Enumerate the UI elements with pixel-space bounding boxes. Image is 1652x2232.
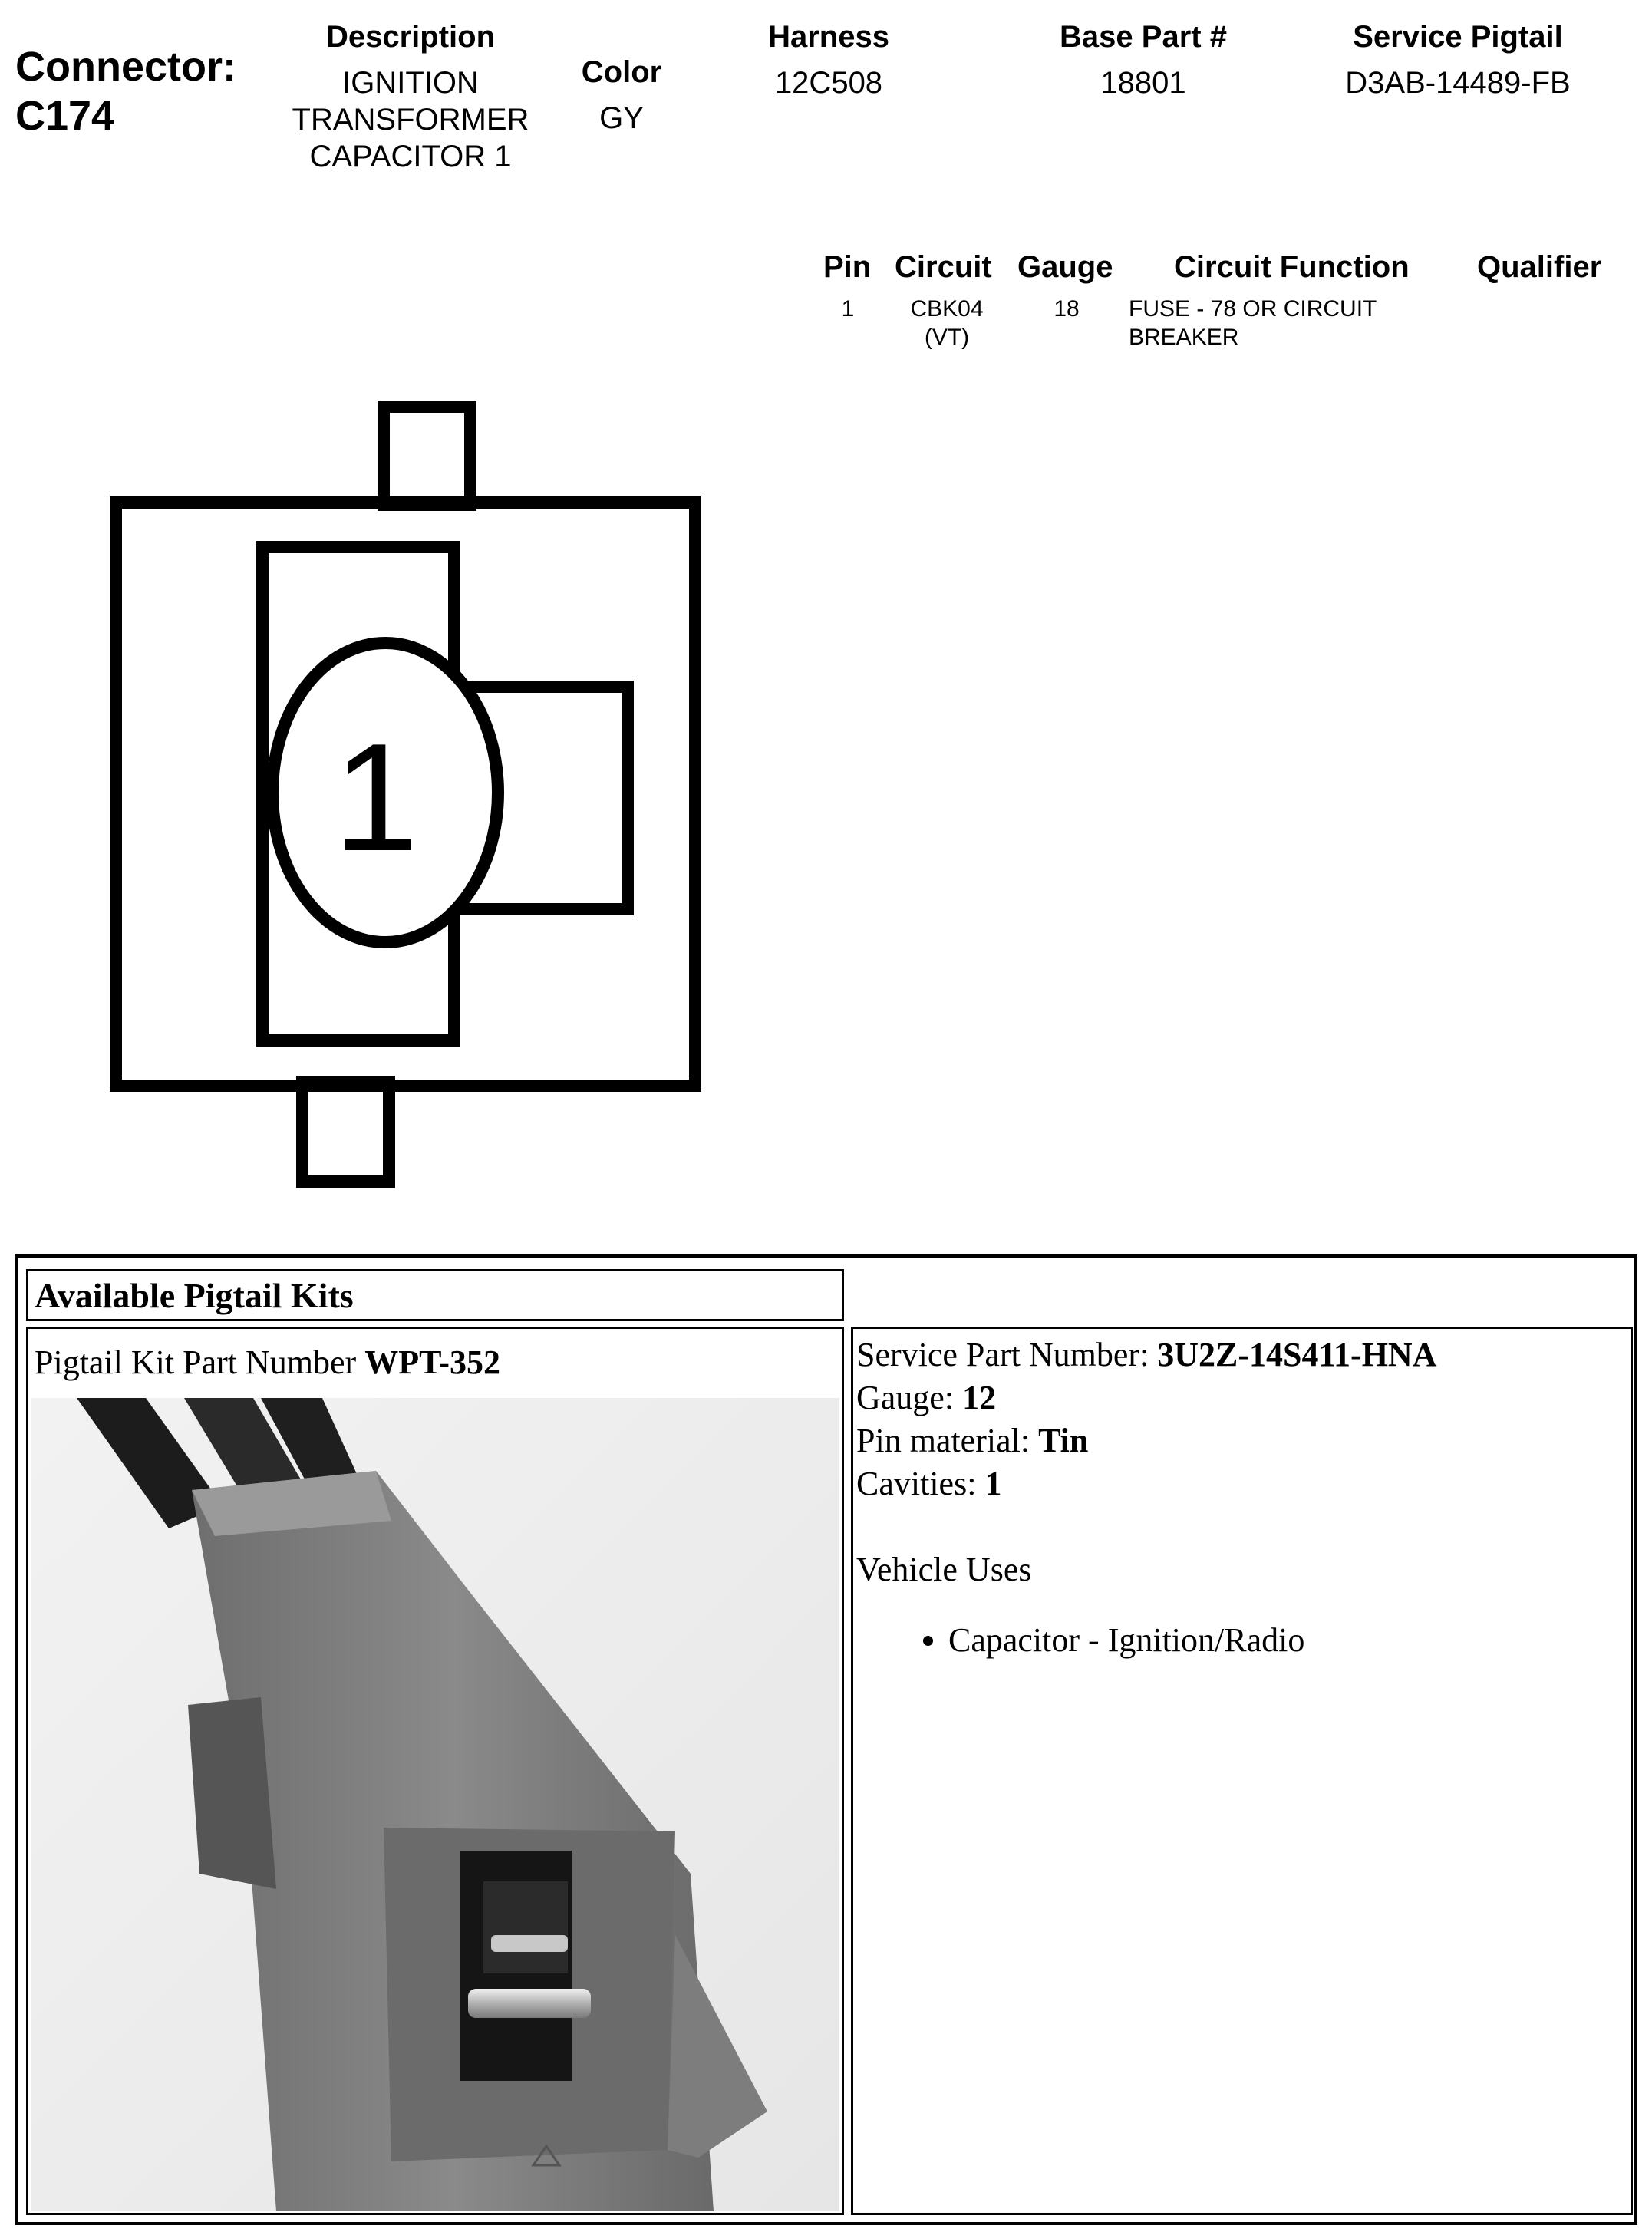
pin-header: Pin — [823, 250, 872, 284]
connector-id: C174 — [15, 93, 115, 139]
service-part-label: Service Part Number: — [856, 1336, 1149, 1373]
color-value: GY — [599, 101, 644, 135]
base-part-header: Base Part # — [1060, 20, 1227, 54]
function-line: BREAKER — [1129, 325, 1239, 350]
description-line: IGNITION — [342, 66, 479, 100]
base-part-value: 18801 — [1100, 66, 1186, 100]
pin-circuit — [895, 295, 999, 351]
pin-1-label: 1 — [333, 712, 419, 883]
service-part-line — [856, 1334, 1436, 1376]
pigtail-section-title: Available Pigtail Kits — [35, 1276, 354, 1315]
harness-value: 12C508 — [774, 66, 883, 100]
side-latch — [188, 1697, 276, 1889]
kit-part-number — [35, 1341, 500, 1384]
pin-number: 1 — [841, 296, 855, 321]
circuit-header: Circuit — [895, 250, 992, 284]
pigtail-kit-cell — [26, 1327, 844, 2215]
circuit-color: (VT) — [924, 325, 970, 350]
cavities-value: 1 — [984, 1465, 1002, 1502]
vehicle-use-item: • Capacitor - Ignition/Radio — [948, 1619, 1436, 1662]
cavities-line — [856, 1462, 1436, 1505]
cavities-label: Cavities: — [856, 1465, 977, 1502]
connector-label: Connector: — [15, 44, 236, 90]
pigtail-title-cell — [26, 1269, 844, 1321]
pin-gauge: 18 — [1054, 296, 1080, 321]
circuit-code: CBK04 — [910, 296, 984, 321]
vehicle-uses-heading: Vehicle Uses — [856, 1551, 1032, 1588]
qualifier-header: Qualifier — [1477, 250, 1602, 284]
harness-header: Harness — [768, 20, 889, 54]
gauge-line — [856, 1376, 1436, 1419]
pigtail-connector-photo — [31, 1398, 839, 2211]
description-header: Description — [325, 20, 496, 54]
description-line: CAPACITOR 1 — [309, 140, 512, 173]
connector-face-diagram — [0, 0, 767, 1212]
gauge-label: Gauge: — [856, 1379, 955, 1416]
pin-circuit-function — [1129, 295, 1377, 351]
bottom-latch-tab — [302, 1082, 389, 1182]
pin-material-value: Tin — [1038, 1422, 1089, 1459]
function-line: FUSE - 78 OR CIRCUIT — [1129, 296, 1377, 321]
circuit-function-header: Circuit Function — [1174, 250, 1410, 284]
service-pigtail-header: Service Pigtail — [1353, 20, 1563, 54]
pigtail-info-cell — [851, 1327, 1633, 2215]
kit-label: Pigtail Kit Part Number — [35, 1343, 357, 1381]
kit-number: WPT-352 — [364, 1343, 501, 1381]
vehicle-uses-list — [856, 1619, 1436, 1662]
pigtail-pin — [468, 1989, 591, 2018]
description-line: TRANSFORMER — [292, 103, 529, 137]
service-part-value: 3U2Z-14S411-HNA — [1157, 1336, 1437, 1373]
top-latch-tab — [384, 407, 470, 505]
pin-material-line — [856, 1419, 1436, 1462]
gauge-header: Gauge — [1017, 250, 1113, 284]
gauge-value: 12 — [962, 1379, 997, 1416]
color-header: Color — [581, 55, 662, 89]
pigtail-specs — [856, 1334, 1436, 1662]
pin-material-label: Pin material: — [856, 1422, 1030, 1459]
service-pigtail-value: D3AB-14489-FB — [1345, 66, 1571, 100]
